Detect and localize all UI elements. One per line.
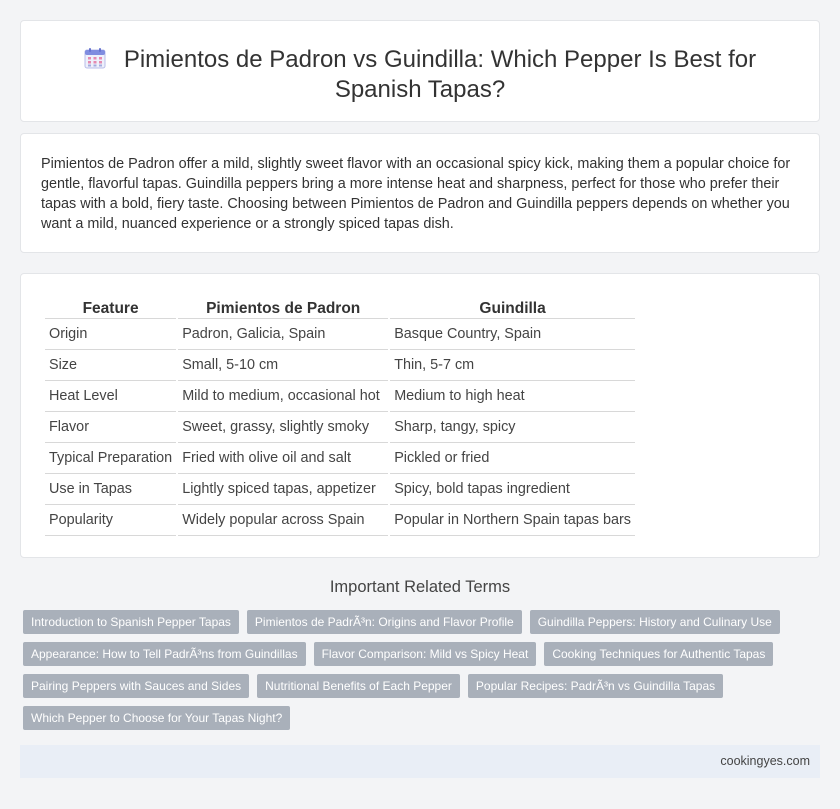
- page-title-wrap: [61, 45, 779, 105]
- cell-guindilla: Spicy, bold tapas ingredient: [390, 474, 635, 505]
- cell-guindilla: Pickled or fried: [390, 443, 635, 474]
- related-term-tag[interactable]: Flavor Comparison: Mild vs Spicy Heat: [314, 642, 537, 666]
- related-term-tag[interactable]: Guindilla Peppers: History and Culinary Use: [530, 610, 780, 634]
- related-terms-list: [23, 610, 813, 730]
- related-term-tag[interactable]: Pimientos de PadrÃ³n: Origins and Flavor Profile: [247, 610, 522, 634]
- header-padron: Pimientos de Padron: [178, 294, 388, 319]
- related-term-tag[interactable]: Popular Recipes: PadrÃ³n vs Guindilla Tapas: [468, 674, 723, 698]
- cell-feature: Popularity: [45, 505, 176, 536]
- cell-feature: Origin: [45, 319, 176, 350]
- cell-feature: Use in Tapas: [45, 474, 176, 505]
- cell-feature: Heat Level: [45, 381, 176, 412]
- table-row: [45, 381, 635, 412]
- related-term-tag[interactable]: Nutritional Benefits of Each Pepper: [257, 674, 460, 698]
- table-row: [45, 505, 635, 536]
- title-card: [20, 20, 820, 122]
- related-term-tag[interactable]: Cooking Techniques for Authentic Tapas: [544, 642, 773, 666]
- comparison-table: [43, 294, 637, 536]
- table-row: [45, 474, 635, 505]
- cell-feature: Flavor: [45, 412, 176, 443]
- related-term-tag[interactable]: Pairing Peppers with Sauces and Sides: [23, 674, 249, 698]
- cell-padron: Padron, Galicia, Spain: [178, 319, 388, 350]
- table-row: [45, 443, 635, 474]
- table-row: [45, 350, 635, 381]
- related-term-tag[interactable]: Appearance: How to Tell PadrÃ³ns from Guindillas: [23, 642, 306, 666]
- comparison-card: [20, 273, 820, 558]
- footer-site-link[interactable]: cookingyes.com: [720, 754, 810, 768]
- cell-padron: Small, 5-10 cm: [178, 350, 388, 381]
- cell-guindilla: Thin, 5-7 cm: [390, 350, 635, 381]
- page-title: Pimientos de Padron vs Guindilla: Which Pepper Is Best for Spanish Tapas?: [123, 46, 757, 103]
- cell-feature: Size: [45, 350, 176, 381]
- cell-feature: Typical Preparation: [45, 443, 176, 474]
- cell-padron: Fried with olive oil and salt: [178, 443, 388, 474]
- footer: [20, 745, 820, 778]
- cell-guindilla: Sharp, tangy, spicy: [390, 412, 635, 443]
- related-terms-heading: Important Related Terms: [329, 578, 511, 596]
- cell-padron: Sweet, grassy, slightly smoky: [178, 412, 388, 443]
- table-row: [45, 412, 635, 443]
- cell-padron: Lightly spiced tapas, appetizer: [178, 474, 388, 505]
- cell-guindilla: Medium to high heat: [390, 381, 635, 412]
- header-feature: Feature: [45, 294, 176, 319]
- related-term-tag[interactable]: Which Pepper to Choose for Your Tapas Night?: [23, 706, 290, 730]
- cell-padron: Mild to medium, occasional hot: [178, 381, 388, 412]
- table-row: [45, 319, 635, 350]
- intro-paragraph: Pimientos de Padron offer a mild, slightly sweet flavor with an occasional spicy kick, making them a popular choice for gentle, flavorful tapas. Guindilla peppers bring a more intense heat and sharpness, perfect for those who prefer their tapas with a bold, fiery taste. Choosing between Pimientos de Padron and Guindilla peppers depends on whether you want a mild, nuanced experience or a strongly spiced tapas dish.: [41, 156, 791, 232]
- intro-card: [20, 133, 820, 253]
- header-guindilla: Guindilla: [390, 294, 635, 319]
- table-header-row: [45, 294, 635, 319]
- calendar-icon: [84, 47, 106, 69]
- cell-padron: Widely popular across Spain: [178, 505, 388, 536]
- cell-guindilla: Basque Country, Spain: [390, 319, 635, 350]
- cell-guindilla: Popular in Northern Spain tapas bars: [390, 505, 635, 536]
- related-term-tag[interactable]: Introduction to Spanish Pepper Tapas: [23, 610, 239, 634]
